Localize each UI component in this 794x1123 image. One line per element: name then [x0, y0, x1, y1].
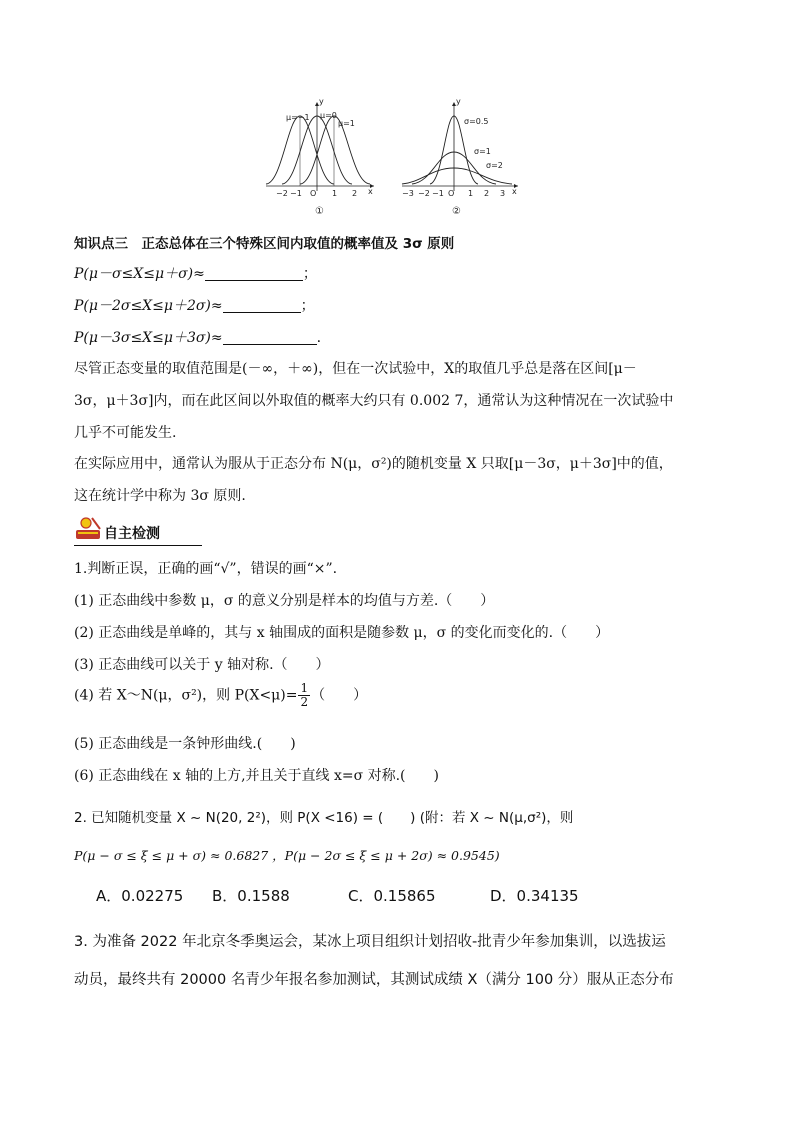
- self-test-title: 自主检测: [104, 526, 160, 542]
- q1-item-4-paren: （ ）: [311, 687, 368, 704]
- q1-item-5: (5) 正态曲线是一条钟形曲线.( ): [74, 736, 296, 752]
- q2-option-d[interactable]: D．0.34135: [490, 887, 579, 905]
- fig1-y-label: y: [319, 97, 324, 106]
- answer-blank-3[interactable]: [223, 330, 317, 345]
- fig2-tick: −3: [402, 189, 414, 198]
- prob-end-1: ；: [302, 266, 317, 282]
- self-test-header: [74, 516, 204, 546]
- normal-curves-svg: [262, 96, 532, 218]
- fig2-tick: O: [448, 189, 455, 198]
- q3-line-1: 3. 为准备 2022 年北京冬季奥运会，某冰上项目组织计划招收-批青少年参加集训，以选拔运: [74, 934, 666, 950]
- answer-blank-2[interactable]: [223, 298, 301, 313]
- paragraph-1-line-1: 尽管正态变量的取值范围是(－∞，＋∞)，但在一次试验中，X的取值几乎总是落在区间[μ－: [74, 361, 637, 377]
- q2-option-b[interactable]: B．0.1588: [212, 887, 290, 905]
- fig1-tick: 1: [332, 189, 338, 198]
- fig1-label-mu-1: μ=1: [338, 119, 355, 128]
- fraction-denominator: 2: [300, 695, 309, 709]
- q1-item-6: (6) 正态曲线在 x 轴的上方,并且关于直线 x=σ 对称.( ): [74, 768, 439, 784]
- curve-sigma-2: [402, 168, 512, 184]
- paragraph-2-line-2: 这在统计学中称为 3σ 原则.: [74, 488, 246, 504]
- fig1-tick: −2: [276, 189, 288, 198]
- prob-end-3: .: [316, 330, 322, 346]
- normal-curves-figure: [262, 96, 532, 218]
- self-test-underline: [74, 545, 202, 546]
- fig2-label-sigma-05: σ=0.5: [464, 117, 489, 126]
- prob-expression-1: P(μ－σ≤X≤μ＋σ)≈: [74, 266, 205, 282]
- pencil-book-icon: [74, 516, 104, 544]
- paragraph-1-line-3: 几乎不可能发生.: [74, 425, 177, 441]
- fraction-one-half: [298, 682, 310, 709]
- fraction-numerator: 1: [300, 681, 309, 695]
- fig2-label-sigma-2: σ=2: [486, 161, 503, 170]
- q2-option-c[interactable]: C．0.15865: [348, 887, 436, 905]
- figure-2: [402, 97, 518, 217]
- fig1-x-label: x: [368, 187, 373, 196]
- q1-item-4: [74, 682, 367, 709]
- prob-expression-3: P(μ－3σ≤X≤μ＋3σ)≈: [74, 330, 223, 346]
- q3-line-2: 动员，最终共有 20000 名青少年报名参加测试，其测试成绩 X（满分 100 分）服从正态分布: [74, 972, 674, 988]
- fig2-tick: 2: [484, 189, 490, 198]
- paragraph-1-line-2: 3σ，μ＋3σ]内，而在此区间以外取值的概率大约只有 0.002 7，通常认为这种情况在一次试验中: [74, 393, 674, 409]
- q2-line-1: 2. 已知随机变量 X ~ N(20, 2²)，则 P(X <16) = ( ) (附：若 X ~ N(μ,σ²)，则: [74, 810, 574, 826]
- q1-stem: 1.判断正误，正确的画“√”，错误的画“×”.: [74, 561, 338, 577]
- q1-item-1: (1) 正态曲线中参数 μ，σ 的意义分别是样本的均值与方差.（ ）: [74, 593, 495, 609]
- fig2-y-label: y: [456, 97, 461, 106]
- prob-line-2: [74, 295, 315, 315]
- paragraph-2-line-1: 在实际应用中，通常认为服从于正态分布 N(μ，σ²)的随机变量 X 只取[μ－3σ，μ＋3σ]中的值，: [74, 456, 673, 472]
- fig2-label-sigma-1: σ=1: [474, 147, 491, 156]
- q2-line-2: P(μ − σ ≤ ξ ≤ μ + σ) ≈ 0.6827 ，P(μ − 2σ ≤ ξ ≤ μ + 2σ) ≈ 0.9545): [74, 848, 500, 863]
- knowledge-heading: 知识点三 正态总体在三个特殊区间内取值的概率值及 3σ 原则: [74, 236, 455, 252]
- fig1-tick: −1: [290, 189, 302, 198]
- fig2-tick: 1: [468, 189, 474, 198]
- prob-end-2: ；: [300, 298, 315, 314]
- fig2-tick: −1: [432, 189, 444, 198]
- fig1-tick: 2: [352, 189, 358, 198]
- answer-blank-1[interactable]: [205, 266, 303, 281]
- q1-item-3: (3) 正态曲线可以关于 y 轴对称.（ ）: [74, 657, 330, 673]
- fig2-tick: 3: [500, 189, 506, 198]
- q2-option-a[interactable]: A．0.02275: [96, 887, 184, 905]
- q1-item-4-text: (4) 若 X～N(μ，σ²)，则 P(X<μ)=: [74, 687, 298, 704]
- fig1-label-mu-0: μ=0: [320, 111, 337, 120]
- fig2-caption: ②: [452, 206, 461, 217]
- fig1-caption: ①: [315, 206, 324, 217]
- q1-item-2: (2) 正态曲线是单峰的，其与 x 轴围成的面积是随参数 μ，σ 的变化而变化的.（ ）: [74, 625, 610, 641]
- fig1-label-mu-neg1: μ=−1: [286, 113, 310, 122]
- fig1-tick: O: [310, 189, 317, 198]
- prob-line-3: [74, 327, 321, 347]
- prob-expression-2: P(μ－2σ≤X≤μ＋2σ)≈: [74, 298, 223, 314]
- figure-1: [266, 97, 374, 217]
- fig2-tick: −2: [418, 189, 430, 198]
- prob-line-1: [74, 263, 317, 283]
- fig2-x-label: x: [512, 187, 517, 196]
- curve-mu-1: [300, 116, 370, 184]
